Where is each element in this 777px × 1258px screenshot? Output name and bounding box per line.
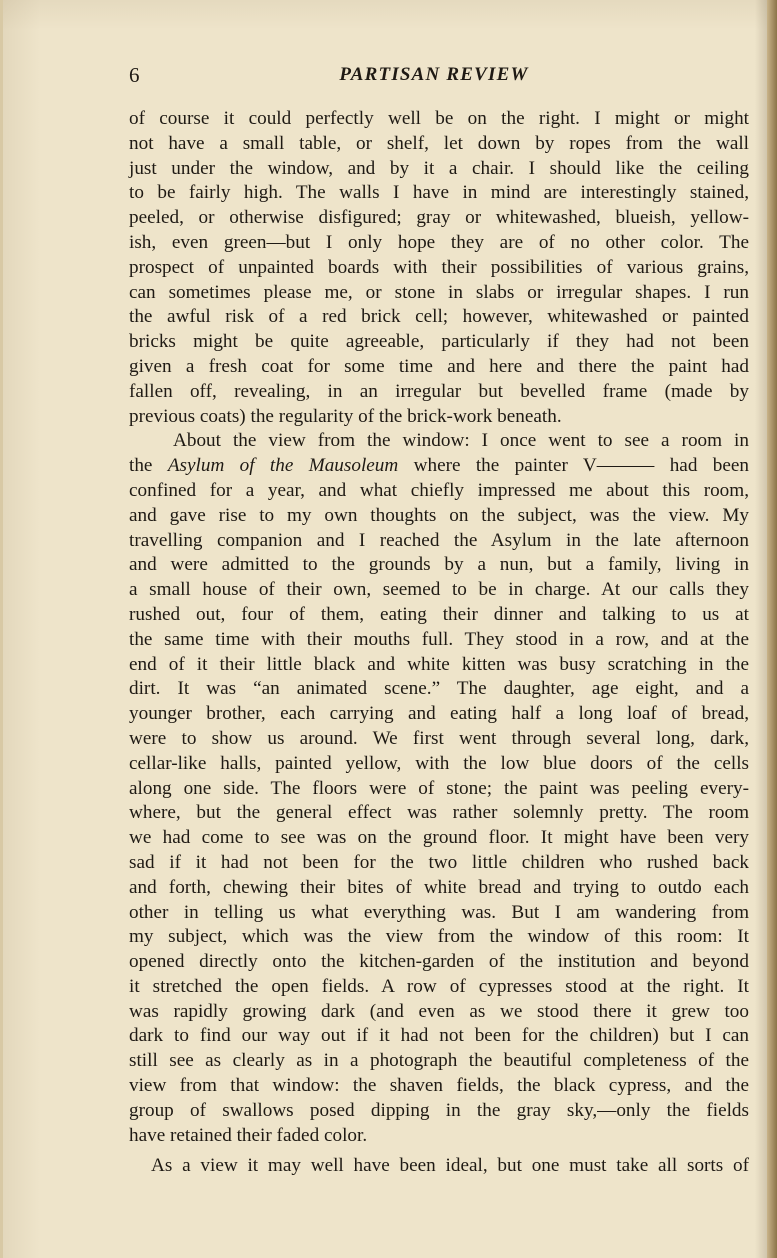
text-line: the same time with their mouths full. They stood in a row, and at the bbox=[129, 628, 749, 650]
text-line: travelling companion and I reached the Asylum in the late afternoon bbox=[129, 529, 749, 551]
text-line: rushed out, four of them, eating their dinner and talking to us at bbox=[129, 603, 749, 625]
paragraph-3 bbox=[129, 1154, 749, 1179]
text-run: the bbox=[129, 455, 168, 477]
text-line: and were admitted to the grounds by a nun, but a family, living in bbox=[129, 554, 749, 576]
text-line: and forth, chewing their bites of white bread and trying to outdo each bbox=[129, 876, 749, 898]
text-line: just under the window, and by it a chair. I should like the ceiling bbox=[129, 157, 749, 179]
text-line: where, but the general effect was rather solemnly pretty. The room bbox=[129, 802, 749, 824]
text-line: view from that window: the shaven fields, the black cypress, and the bbox=[129, 1075, 749, 1097]
text-run: where the painter V——— had been bbox=[398, 455, 749, 477]
text-line: previous coats) the regularity of the brick-work beneath. bbox=[129, 405, 562, 427]
text-line: confined for a year, and what chiefly impressed me about this room, bbox=[129, 479, 749, 501]
text-line: About the view from the window: I once went to see a room in bbox=[173, 430, 749, 452]
text-line: my subject, which was the view from the window of this room: It bbox=[129, 926, 749, 948]
text-line: other in telling us what everything was. But I am wandering from bbox=[129, 901, 749, 923]
text-line bbox=[129, 454, 749, 479]
text-line: dirt. It was “an animated scene.” The daughter, age eight, and a bbox=[129, 678, 749, 700]
text-line: dark to find our way out if it had not been for the children) but I can bbox=[129, 1025, 749, 1047]
paragraph-1 bbox=[129, 107, 749, 429]
text-line: opened directly onto the kitchen-garden of the institution and beyond bbox=[129, 951, 749, 973]
text-line: ish, even green—but I only hope they are of no other color. The bbox=[129, 231, 749, 253]
journal-title: PARTISAN REVIEW bbox=[339, 64, 529, 85]
text-line: bricks might be quite agreeable, particularly if they had not been bbox=[129, 331, 749, 353]
asylum-name: Asylum of the Mausoleum bbox=[167, 455, 399, 477]
text-line: fallen off, revealing, in an irregular but bevelled frame (made by bbox=[129, 380, 749, 402]
text-line: a small house of their own, seemed to be in charge. At our calls they bbox=[129, 579, 749, 601]
text-line: it stretched the open fields. A row of cypresses stood at the right. It bbox=[129, 975, 749, 997]
text-line: As a view it may well have been ideal, but one must take all sorts of bbox=[151, 1155, 749, 1177]
text-line: have retained their faded color. bbox=[129, 1124, 368, 1146]
text-line: group of swallows posed dipping in the gray sky,—only the fields bbox=[129, 1099, 749, 1121]
text-line: along one side. The floors were of stone; the paint was peeling every- bbox=[129, 777, 749, 799]
text-line: can sometimes please me, or stone in slabs or irregular shapes. I run bbox=[129, 281, 749, 303]
text-line: given a fresh coat for some time and here and there the paint had bbox=[129, 355, 749, 377]
text-line: the awful risk of a red brick cell; however, whitewashed or painted bbox=[129, 306, 749, 328]
text-line: end of it their little black and white kitten was busy scratching in the bbox=[129, 653, 749, 675]
body-text bbox=[129, 107, 749, 1179]
page-number: 6 bbox=[129, 63, 140, 87]
text-line: we had come to see was on the ground floor. It might have been very bbox=[129, 827, 749, 849]
text-line: prospect of unpainted boards with their possibilities of various grains, bbox=[129, 256, 749, 278]
text-line: not have a small table, or shelf, let down by ropes from the wall bbox=[129, 132, 749, 154]
text-line: were to show us around. We first went through several long, dark, bbox=[129, 727, 749, 749]
text-line: sad if it had not been for the two little children who rushed back bbox=[129, 851, 749, 873]
text-line: to be fairly high. The walls I have in mind are interestingly stained, bbox=[129, 182, 749, 204]
paragraph-2 bbox=[129, 429, 749, 1148]
page-right-edge bbox=[767, 0, 777, 1258]
text-line: peeled, or otherwise disfigured; gray or whitewashed, blueish, yellow- bbox=[129, 207, 749, 229]
text-line: of course it could perfectly well be on the right. I might or might bbox=[129, 108, 749, 129]
text-line: was rapidly growing dark (and even as we stood there it grew too bbox=[129, 1000, 749, 1022]
text-line: and gave rise to my own thoughts on the subject, was the view. My bbox=[129, 504, 749, 526]
text-line: younger brother, each carrying and eating half a long loaf of bread, bbox=[129, 703, 749, 725]
text-line: still see as clearly as in a photograph the beautiful completeness of the bbox=[129, 1050, 749, 1072]
text-line: cellar-like halls, painted yellow, with the low blue doors of the cells bbox=[129, 752, 749, 774]
running-head bbox=[129, 60, 749, 90]
page-left-edge bbox=[0, 0, 3, 1258]
